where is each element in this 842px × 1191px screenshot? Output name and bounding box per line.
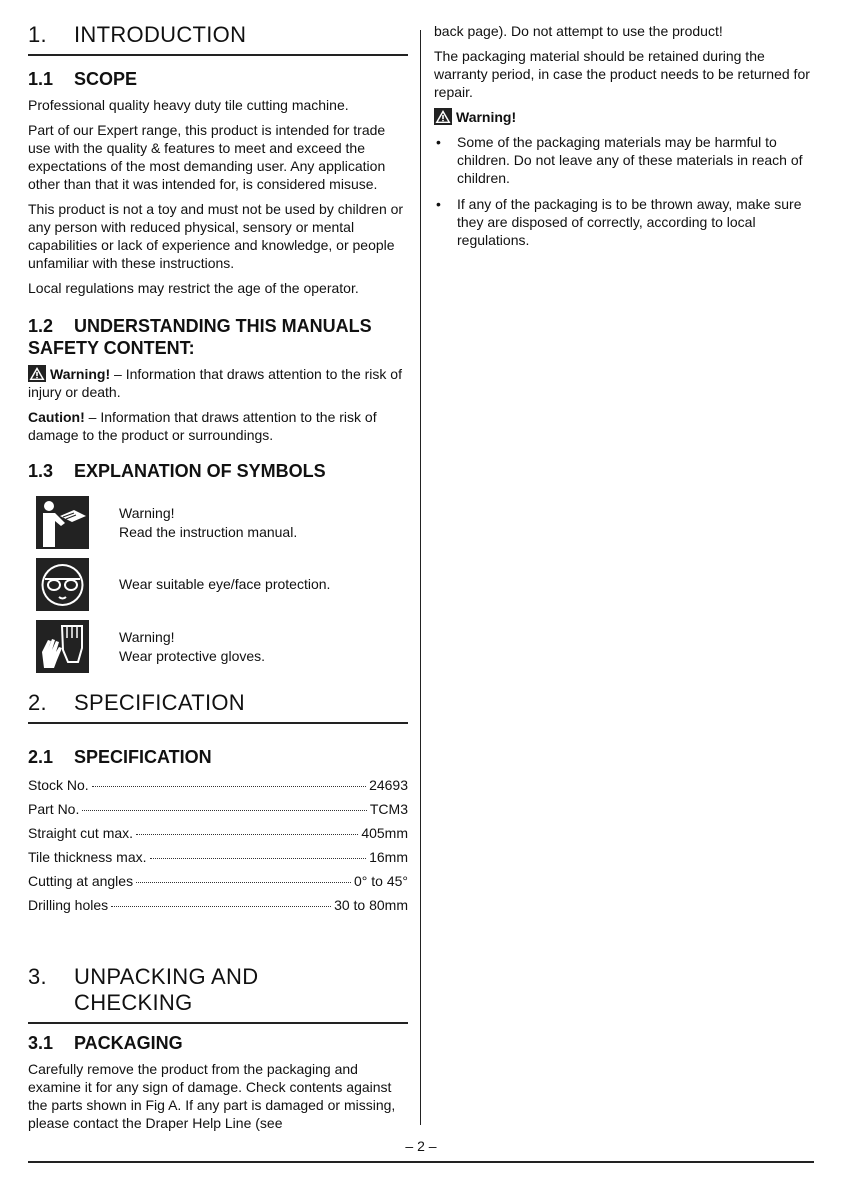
spec-value: 0° to 45°	[353, 873, 408, 889]
spec-row	[28, 848, 408, 872]
section-title-line2: SAFETY CONTENT:	[28, 338, 195, 358]
dot-leader	[150, 858, 367, 859]
dot-leader	[82, 810, 367, 811]
section-2-heading	[28, 690, 408, 724]
warning-list	[434, 133, 816, 249]
caution-definition	[28, 408, 408, 444]
list-item: • Some of the packaging materials may be harmful to children. Do not leave any of these materials in reach of children.	[434, 133, 816, 187]
section-number: 3.1	[28, 1033, 54, 1053]
section-title-line2: CHECKING	[74, 990, 193, 1015]
scope-paragraph: Professional quality heavy duty tile cutting machine.	[28, 97, 349, 113]
scope-paragraph: Part of our Expert range, this product is intended for trade use with the quality & features to meet and exceed the expectations of the most demanding user. Any application other than that it was intended for, is considered misuse.	[28, 122, 386, 192]
spec-value: 405mm	[361, 825, 408, 841]
right-column	[434, 22, 816, 257]
section-1-heading	[28, 22, 408, 56]
warning-triangle-icon	[434, 108, 452, 125]
spec-value: TCM3	[369, 801, 408, 817]
spec-value: 16mm	[369, 849, 408, 865]
warning-definition	[28, 365, 408, 401]
spec-label: Drilling holes	[28, 897, 109, 913]
continued-paragraph: back page). Do not attempt to use the product!	[434, 23, 723, 39]
caution-label: Caution!	[28, 409, 85, 425]
gloves-icon	[36, 620, 89, 673]
list-item: • If any of the packaging is to be thrown away, make sure they are disposed of correctly, according to local regulations.	[434, 195, 816, 249]
page-number: – 2 –	[405, 1138, 437, 1154]
symbol-description: Wear protective gloves.	[119, 647, 266, 664]
eye-protection-icon	[36, 558, 89, 611]
symbol-row	[28, 496, 408, 549]
column-divider	[420, 30, 421, 1125]
left-column	[28, 22, 408, 1139]
spec-label: Cutting at angles	[28, 873, 134, 889]
symbol-row	[28, 620, 408, 673]
section-number: 2.	[28, 690, 47, 715]
warning-heading	[434, 108, 816, 126]
spec-row	[28, 824, 408, 848]
retain-paragraph: The packaging material should be retained during the warranty period, in case the product needs to be returned for repair.	[434, 48, 810, 100]
section-title: SPECIFICATION	[74, 747, 212, 767]
spec-label: Straight cut max.	[28, 825, 134, 841]
section-title: EXPLANATION OF SYMBOLS	[74, 461, 326, 481]
section-3-1-heading	[28, 1032, 408, 1054]
symbol-title: Wear suitable eye/face protection.	[119, 576, 331, 592]
section-number: 1.3	[28, 461, 54, 481]
section-title: UNDERSTANDING THIS MANUALS	[74, 316, 372, 336]
spec-value: 24693	[369, 777, 408, 793]
section-number: 3.	[28, 964, 47, 989]
dot-leader	[136, 834, 358, 835]
section-title: SPECIFICATION	[74, 690, 245, 715]
scope-paragraph: Local regulations may restrict the age of the operator.	[28, 280, 359, 296]
symbol-description: Read the instruction manual.	[119, 523, 298, 540]
section-2-1-heading	[28, 746, 408, 768]
section-1-3-heading	[28, 460, 408, 482]
warning-label: Warning!	[50, 366, 111, 382]
section-title: UNPACKING AND	[74, 964, 259, 989]
spec-row	[28, 800, 408, 824]
section-1-2-heading	[28, 315, 408, 359]
spec-label: Part No.	[28, 801, 80, 817]
scope-paragraph: This product is not a toy and must not be used by children or any person with reduced physical, sensory or mental capabilities or lack of experience and knowledge, or people unfamiliar with these instructions.	[28, 201, 404, 271]
spec-row	[28, 776, 408, 800]
section-title: SCOPE	[74, 69, 138, 89]
dot-leader	[111, 906, 331, 907]
warning-label: Warning!	[456, 109, 517, 125]
section-number: 1.	[28, 22, 47, 47]
section-number: 1.2	[28, 316, 54, 336]
symbol-title: Warning!	[119, 628, 175, 645]
caution-text: – Information that draws attention to the risk of damage to the product or surroundings.	[28, 409, 377, 443]
footer-rule	[28, 1161, 814, 1163]
spec-label: Stock No.	[28, 777, 89, 793]
section-number: 2.1	[28, 747, 54, 767]
dot-leader	[136, 882, 351, 883]
section-number: 1.1	[28, 69, 54, 89]
spec-row	[28, 896, 408, 920]
spec-row	[28, 872, 408, 896]
warning-triangle-icon	[28, 365, 46, 382]
read-manual-icon	[36, 496, 89, 549]
section-title: PACKAGING	[74, 1033, 183, 1053]
packaging-paragraph: Carefully remove the product from the packaging and examine it for any sign of damage. Check contents against the parts shown in Fig A. If any part is damaged or missing, please contact the Draper Help Line (see	[28, 1061, 396, 1131]
symbol-title: Warning!	[119, 504, 175, 521]
section-1-1-heading	[28, 68, 408, 90]
warning-text: – Information that draws attention to the risk of injury or death.	[28, 366, 402, 400]
spec-value: 30 to 80mm	[334, 897, 408, 913]
section-title: INTRODUCTION	[74, 22, 247, 47]
spec-label: Tile thickness max.	[28, 849, 147, 865]
section-3-heading	[28, 964, 408, 1024]
dot-leader	[92, 786, 366, 787]
symbol-row	[28, 558, 408, 611]
